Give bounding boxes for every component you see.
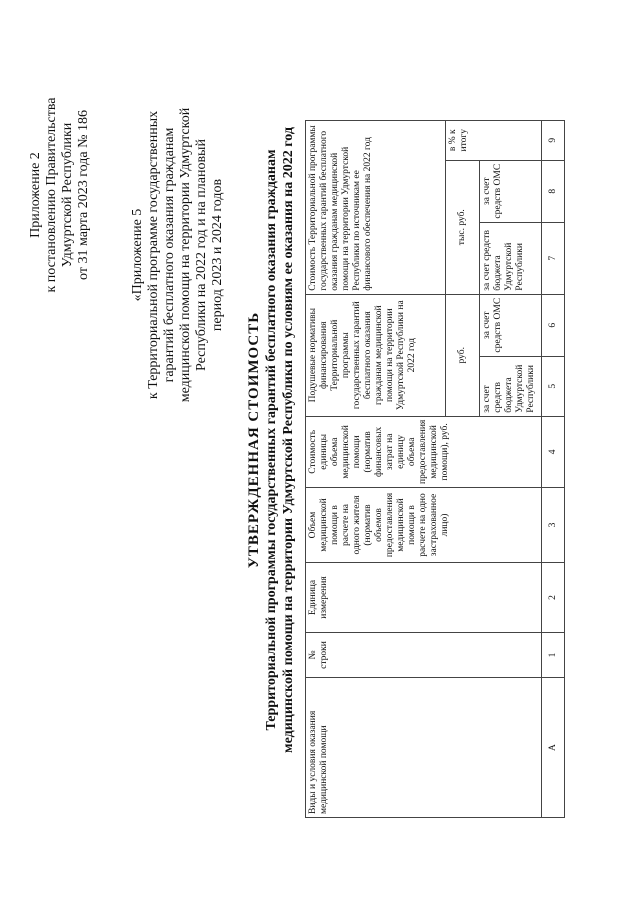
document-title <box>245 35 297 845</box>
title-main: УТВЕРЖДЕННАЯ СТОИМОСТЬ <box>246 311 262 569</box>
column-numbers-row <box>542 120 565 817</box>
header-types: Виды и условия оказания медицинской помощи <box>306 678 542 818</box>
appendix5-line: период 2023 и 2024 годов <box>210 178 225 332</box>
header-rub: руб. <box>446 294 480 416</box>
appendix-line: Удмуртской Республики <box>60 122 75 268</box>
header-per-capita: Подушевые нормативы финансирования Территориальной программы государственных гарантий бесплатного оказания гражданам медицинской помощи на территории Удмуртской Республики на 2022 год <box>306 294 446 416</box>
appendix5-line: к Территориальной программе государственных <box>146 110 161 400</box>
title-sub-line1: Территориальной программы государственных гарантий бесплатного оказания гражданам <box>264 149 279 731</box>
appendix-line: Приложение 2 <box>28 152 43 238</box>
column-number: 6 <box>542 294 565 356</box>
header-oms-total: за счет средств ОМС <box>480 160 542 222</box>
cost-table <box>305 120 565 818</box>
appendix-line: от 31 марта 2023 года № 186 <box>76 110 91 280</box>
header-unit: Единица измерения <box>306 563 542 633</box>
appendix5-line: медицинской помощи на территории Удмуртской <box>178 107 193 403</box>
appendix5-header <box>130 45 226 465</box>
column-number: А <box>542 678 565 818</box>
title-sub-line2: медицинской помощи на территории Удмуртской Республики по условиям ее оказания на 2022 год <box>281 127 296 753</box>
header-oms-percap: за счет средств ОМС <box>480 294 542 356</box>
column-number: 7 <box>542 222 565 294</box>
column-number: 8 <box>542 160 565 222</box>
column-number: 2 <box>542 563 565 633</box>
header-total-cost: Стоимость Территориальной программы государственных гарантий бесплатного оказания гражданам медицинской помощи на территории Удмуртской Республики по источникам ее финансового обеспечения на 2022 год <box>306 120 446 294</box>
appendix5-line: «Приложение 5 <box>130 208 145 302</box>
column-number: 3 <box>542 488 565 563</box>
header-volume: Объем медицинской помощи в расчете на одного жителя (норматив объемов предоставления медицинской помощи в расчете на одно застрахованное лицо) <box>306 488 542 563</box>
appendix-line: к постановлению Правительства <box>44 97 59 293</box>
appendix5-line: Республики на 2022 год и на плановый <box>194 139 209 371</box>
header-budget-total: за счет средств бюджета Удмуртской Республики <box>480 222 542 294</box>
header-row-number: № строки <box>306 633 542 678</box>
header-thous-rub: тыс. руб. <box>446 160 480 294</box>
column-number: 5 <box>542 356 565 416</box>
appendix-header <box>28 65 92 325</box>
column-number: 4 <box>542 416 565 487</box>
column-number: 1 <box>542 633 565 678</box>
header-percent: в % к итогу <box>446 120 542 160</box>
header-budget-percap: за счет средств бюджета Удмуртской Республики <box>480 356 542 416</box>
column-number: 9 <box>542 120 565 160</box>
header-unit-cost: Стоимость единицы объема медицинской помощи (норматив финансовых затрат на единицу объема предоставления медицинской помощи), руб. <box>306 416 542 487</box>
appendix5-line: гарантий бесплатного оказания гражданам <box>162 127 177 383</box>
